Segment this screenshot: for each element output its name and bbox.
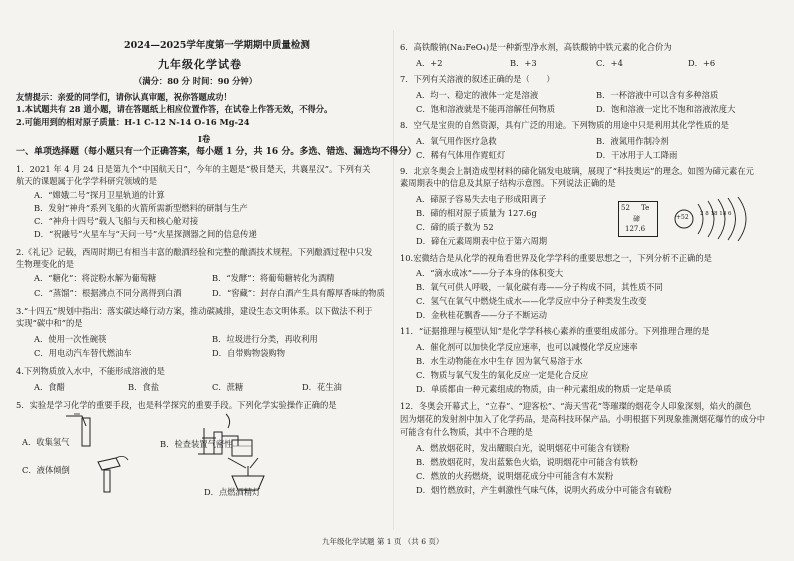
q10-option-c[interactable]: C．氢气在氧气中燃烧生成水——化学反应中分子种类发生改变 bbox=[416, 296, 647, 306]
score-time: （满分：80 分 时间：90 分钟） bbox=[134, 76, 258, 86]
q5-option-a[interactable]: A．收集氢气 bbox=[22, 437, 70, 447]
q2-option-c[interactable]: C．“蒸馏”：根据沸点不同分离得到白酒 bbox=[34, 288, 182, 298]
q11-stem: 11．“证据推理与模型认知”是化学学科核心素养的重要组成部分。下列推理合理的是 bbox=[400, 326, 710, 336]
q8-option-c[interactable]: C．稀有气体用作霓虹灯 bbox=[416, 150, 506, 160]
nucleus-charge: +52 bbox=[676, 214, 689, 221]
q6-option-b[interactable]: B．+3 bbox=[510, 58, 537, 68]
q12-option-a[interactable]: A．燃放烟花时，发出耀眼白光，说明烟花中可能含有镁粉 bbox=[416, 443, 630, 453]
q5-option-d[interactable]: D．点燃酒精灯 bbox=[204, 487, 261, 497]
q4-option-d[interactable]: D．花生油 bbox=[302, 382, 342, 392]
q2-option-a[interactable]: A．“糖化”：将淀粉水解为葡萄糖 bbox=[34, 273, 157, 283]
q7-option-d[interactable]: D．饱和溶液一定比不饱和溶液浓度大 bbox=[596, 104, 736, 114]
q1-stem-2: 航天的课题属于化学学科研究领域的是 bbox=[16, 176, 158, 186]
q12-option-d[interactable]: D．烟竹燃放时，产生刺激性气味气体，说明火药成分中可能含有硫粉 bbox=[416, 485, 672, 495]
q6-option-d[interactable]: D．+6 bbox=[688, 58, 716, 68]
q8-stem: 8．空气是宝贵的自然资源，具有广泛的用途。下列物质的用途中只是利用其化学性质的是 bbox=[400, 120, 729, 130]
q9-option-a[interactable]: A．碲原子容易失去电子形成阳离子 bbox=[416, 194, 547, 204]
q5-stem: 5．实验是学习化学的重要手段，也是科学探究的重要手段。下列化学实验操作正确的是 bbox=[16, 400, 337, 410]
q12-stem-2: 因为烟花的发射剂中加入了化学药品，是高科技环保产品。小明根据下列现象推测烟花爆竹的成分中 bbox=[400, 414, 766, 424]
q2-stem-2: 生物理变化的是 bbox=[16, 259, 75, 269]
q2-option-b[interactable]: B．“发酵”：将葡萄糖转化为酒精 bbox=[212, 273, 335, 283]
q8-option-a[interactable]: A．氧气用作医疗急救 bbox=[416, 136, 497, 146]
q1-option-c[interactable]: C．“神舟十四号”载人飞船与天和核心舱对接 bbox=[34, 216, 199, 226]
q9-stem-1: 9．北京冬奥会上制造成型材料的碲化镉发电玻璃，展现了“科技奥运”的理念。如图为碲元素在元 bbox=[400, 166, 754, 176]
q1-option-b[interactable]: B．发射“神舟”系列飞船的火箭所需新型燃料的研制与生产 bbox=[34, 203, 248, 213]
q6-stem: 6．高铁酸钠(Na₂FeO₄)是一种新型净水剂，高铁酸钠中铁元素的化合价为 bbox=[400, 42, 672, 52]
q2-stem-1: 2.《礼记》记载，西周时期已有相当丰富的酿酒经验和完整的酿酒技术规程。下列酿酒过程中只发 bbox=[16, 247, 373, 257]
exam-title: 2024—2025学年度第一学期期中质量检测 bbox=[124, 40, 310, 51]
atomic-mass: 127.6 bbox=[625, 225, 646, 233]
q3-stem-2: 实现“碳中和”的是 bbox=[16, 318, 83, 328]
q3-option-a[interactable]: A．使用一次性碗筷 bbox=[34, 334, 107, 344]
q12-option-c[interactable]: C．燃放的火药燃烧，说明烟花成分中可能含有木炭粉 bbox=[416, 471, 614, 481]
page-fold bbox=[393, 30, 394, 530]
pour-liquid-figure bbox=[90, 452, 140, 496]
exam-subtitle: 九年级化学试卷 bbox=[158, 58, 242, 71]
q12-option-b[interactable]: B．燃放烟花时，发出蓝紫色火焰，说明烟花中可能含有铁粉 bbox=[416, 457, 638, 467]
q3-stem-1: 3.“十四五”规划中指出：落实碳达峰行动方案，推动碳减排，建设生态文明体系。以下做法不利于 bbox=[16, 306, 373, 316]
q9-option-c[interactable]: C．碲的质子数为 52 bbox=[416, 222, 494, 232]
q6-option-a[interactable]: A．+2 bbox=[416, 58, 443, 68]
q7-option-c[interactable]: C．饱和溶液就是不能再溶解任何物质 bbox=[416, 104, 556, 114]
q12-stem-1: 12．冬奥会开幕式上，“立春”、“迎客松”、“海天雪花”等璀璨的烟花令人印象深刻，焰火的颜色 bbox=[400, 401, 752, 411]
q5-option-b[interactable]: B．检查装置气密性 bbox=[160, 439, 233, 449]
q7-option-a[interactable]: A．均一、稳定的液体一定是溶液 bbox=[416, 90, 539, 100]
q10-option-a[interactable]: A．“滴水成冰”——分子本身的体积变大 bbox=[416, 268, 564, 278]
q1-option-d[interactable]: D．“祝融号”火星车与“天问一号”火星探测器之间的信息传递 bbox=[34, 229, 257, 239]
q9-option-b[interactable]: B．碲的相对原子质量为 127.6g bbox=[416, 208, 537, 218]
q4-option-a[interactable]: A．食醋 bbox=[34, 382, 65, 392]
q3-option-d[interactable]: D．自带购物袋购物 bbox=[212, 348, 286, 358]
q2-option-d[interactable]: D．“窖藏”：封存白酒产生具有醇厚香味的物质 bbox=[212, 288, 385, 298]
q8-option-b[interactable]: B．液氮用作制冷剂 bbox=[596, 136, 669, 146]
q5-option-c[interactable]: C．液体倾倒 bbox=[22, 465, 70, 475]
q10-option-b[interactable]: B．氧气可供人呼吸，一氧化碳有毒——分子构成不同，其性质不同 bbox=[416, 282, 663, 292]
q1-stem-1: 1．2021 年 4 月 24 日是第九个“中国航天日”，今年的主题是“极目楚天，共襄星汉”。下列有关 bbox=[16, 164, 371, 174]
q4-option-b[interactable]: B．食盐 bbox=[128, 382, 159, 392]
element-name: 碲 bbox=[633, 215, 640, 223]
q4-option-c[interactable]: C．蔗糖 bbox=[212, 382, 244, 392]
q3-option-c[interactable]: C．用电动汽车替代燃油车 bbox=[34, 348, 132, 358]
q11-option-a[interactable]: A．催化剂可以加快化学反应速率，也可以减慢化学反应速率 bbox=[416, 342, 638, 352]
q8-option-d[interactable]: D．干冰用于人工降雨 bbox=[596, 150, 678, 160]
q12-stem-3: 可能含有什么物质，其中不合理的是 bbox=[400, 427, 533, 437]
q7-option-b[interactable]: B．一杯溶液中可以含有多种溶质 bbox=[596, 90, 719, 100]
atomic-number: 52 bbox=[621, 204, 630, 212]
q11-option-c[interactable]: C．物质与氧气发生的氧化反应一定是化合反应 bbox=[416, 370, 589, 380]
q10-stem: 10.宏微结合是从化学的视角看世界及化学学科的重要思想之一，下列分析不正确的是 bbox=[400, 253, 712, 263]
tellurium-element-cell bbox=[618, 201, 658, 237]
q9-stem-2: 素周期表中的信息及其原子结构示意图。下列说法正确的是 bbox=[400, 178, 616, 188]
q3-option-b[interactable]: B．垃圾进行分类，再收利用 bbox=[212, 334, 318, 344]
notice-line-3: 2.可能用到的相对原子质量：H-1 C-12 N-14 O-16 Mg-24 bbox=[16, 117, 250, 127]
q4-stem: 4.下列物质放入水中，不能形成溶液的是 bbox=[16, 366, 165, 376]
electron-shells: 2 8 18 18 6 bbox=[700, 211, 732, 217]
q1-option-a[interactable]: A．“嫦娥二号”探月卫星轨道的计算 bbox=[34, 190, 165, 200]
section-heading: 一、单项选择题（每小题只有一个正确答案，每小题 1 分，共 16 分。多选、错选、漏选均不得分） bbox=[16, 147, 417, 157]
q6-option-c[interactable]: C．+4 bbox=[596, 58, 623, 68]
notice-line-1: 友情提示：亲爱的同学们，请你认真审题，祝你答题成功！ bbox=[16, 92, 232, 102]
notice-line-2: 1.本试题共有 28 道小题，请在答题纸上相应位置作答，在试卷上作答无效，不得分。 bbox=[16, 104, 333, 114]
q10-option-d[interactable]: D．金秋桂花飘香——分子不断运动 bbox=[416, 310, 548, 320]
page-footer: 九年级化学试题 第 1 页 （共 6 页） bbox=[322, 537, 444, 546]
q11-option-b[interactable]: B．水生动物能在水中生存 因为氧气易溶于水 bbox=[416, 356, 583, 366]
q9-option-d[interactable]: D．碲在元素周期表中位于第六周期 bbox=[416, 236, 548, 246]
q7-stem: 7．下列有关溶液的叙述正确的是（ ） bbox=[400, 74, 555, 84]
element-symbol: Te bbox=[641, 204, 650, 212]
part-label: Ⅰ卷 bbox=[198, 134, 211, 144]
q11-option-d[interactable]: D．单质都由一种元素组成的物质，由一种元素组成的物质一定是单质 bbox=[416, 384, 672, 394]
